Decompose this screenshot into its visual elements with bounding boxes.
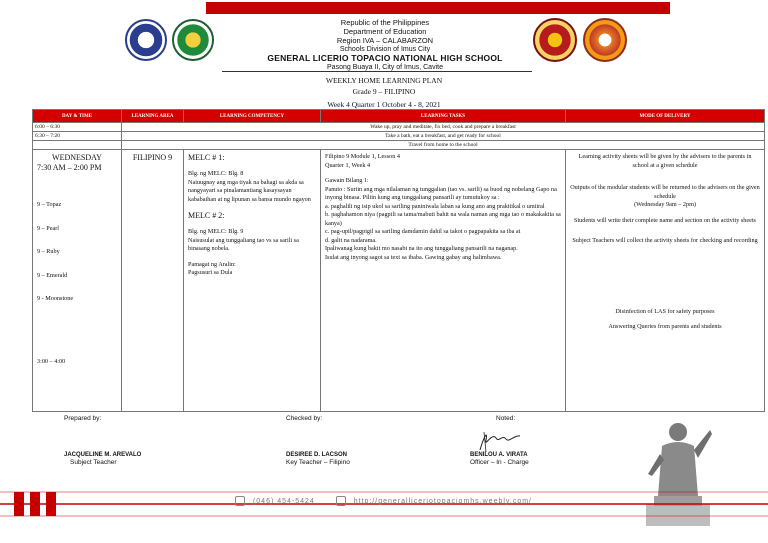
checked-role: Key Teacher – Filipino bbox=[286, 459, 350, 466]
task-option-d: d. galit na nadarama. bbox=[325, 236, 377, 244]
noted-role: Officer – In - Charge bbox=[470, 459, 529, 466]
delivery-item: Subject Teachers will collect the activity sheets for checking and recording bbox=[572, 237, 758, 244]
checked-name: DESIREE D. LACSON bbox=[286, 452, 348, 458]
delivery-item: Answering Queries from parents and students bbox=[608, 323, 722, 330]
melc2-text: Naisusulat ang tunggaliang tao vs sa sarili sa binasang nobela. bbox=[188, 236, 299, 252]
learning-plan-table bbox=[32, 109, 765, 412]
plan-grade: Grade 9 – FILIPINO bbox=[352, 87, 416, 96]
aralin-title: Pagsusuri sa Dula bbox=[188, 269, 233, 276]
table-row bbox=[33, 132, 765, 141]
school-name: GENERAL LICERIO TOPACIO NATIONAL HIGH SCHOOL bbox=[267, 53, 503, 63]
header-day-time: DAY & TIME bbox=[33, 110, 122, 123]
competency-cell bbox=[184, 150, 321, 412]
aralin-label: Pamagat ng Aralin: bbox=[188, 260, 236, 268]
task-module: Filipino 9 Module 1, Lesson 4 bbox=[325, 153, 400, 160]
noted-name: BENILOU A. VIRATA bbox=[470, 452, 528, 458]
task-panuto: Panuto : Suriin ang mga nilalaman ng tunggalian (tao vs. sarili) sa buod ng nobelang Gapo na inyong binasa. Piliin kung ang tunggaliang pansarili ay tumutukoy sa : bbox=[325, 185, 557, 201]
section-item: 9 – Ruby bbox=[37, 248, 60, 255]
division-seal-logo bbox=[583, 18, 627, 62]
republic-line: Republic of the Philippines bbox=[340, 18, 430, 27]
task-option-a: a. paghalili ng isip ukol sa sariling paniniwala laban sa kung ano ang prakitikal o umiiral bbox=[325, 202, 545, 210]
section-item: 9 - Moonstone bbox=[37, 295, 74, 302]
section-item: 9 – Topaz bbox=[37, 201, 62, 208]
task-quarter: Quarter 1, Week 4 bbox=[325, 161, 371, 169]
delivery-item: Outputs of the modular students will be returned to the advisers on the given schedule bbox=[570, 184, 760, 200]
signature-icon bbox=[474, 426, 524, 454]
routine-cell: Wake up, pray and meditate, fix bed, cook and prepare a breakfast bbox=[122, 123, 765, 132]
task-gawain: Gawain Bilang 1: bbox=[325, 177, 369, 184]
deped-seal-logo bbox=[125, 19, 167, 61]
section-item: 9 – Pearl bbox=[37, 224, 59, 232]
tasks-cell bbox=[321, 150, 566, 412]
table-row bbox=[33, 150, 765, 412]
plan-week: Week 4 Quarter 1 October 4 - 8, 2021 bbox=[327, 100, 441, 109]
letterhead bbox=[240, 18, 530, 72]
melc1-label: MELC # 1: bbox=[188, 153, 225, 162]
time-cell: 6:00 – 6:30 bbox=[33, 123, 122, 132]
melc1-text: Naiuugnay ang mga tiyak na bahagi sa akda sa nangyayari sa pinalamantiang kasaysayan kababaihan at ng lipunan sa bansa mundo ngayon bbox=[188, 178, 311, 203]
delivery-item: Disinfection of LAS for safety purposes bbox=[615, 307, 715, 315]
task-ipaliwanag: Ipaliwanag kung bakit mo nasabi na ito ang tunggaliang pansarili na naganap. bbox=[325, 245, 518, 252]
header-red-bar bbox=[206, 2, 670, 14]
prepared-role: Subject Teacher bbox=[70, 459, 117, 466]
task-isulat: Isulat ang inyong sagot sa text sa ibaba. Gawing gabay ang halimbawa. bbox=[325, 253, 502, 261]
plan-titles bbox=[0, 75, 768, 110]
contact-url[interactable]: http://generalliceriotopaciomhs.weebly.com/ bbox=[353, 497, 533, 505]
learning-area-cell: FILIPINO 9 bbox=[122, 150, 184, 412]
table-row bbox=[33, 141, 765, 150]
region-line: Region IVA – CALABARZON bbox=[336, 36, 434, 45]
checked-label: Checked by: bbox=[286, 415, 323, 422]
footer-red-blocks bbox=[0, 492, 62, 516]
prepared-by-block bbox=[64, 415, 141, 467]
web-icon bbox=[336, 496, 346, 506]
table-header-row bbox=[33, 110, 765, 123]
day-name: WEDNESDAY bbox=[52, 153, 102, 162]
school-seal-logo bbox=[533, 18, 577, 62]
prepared-label: Prepared by: bbox=[64, 415, 102, 422]
noted-label: Noted: bbox=[496, 415, 516, 422]
task-option-b: b. paghahamon niya (pagpili sa tama/mabuti bahit na wala naman ang mga tao o makakakita sa kanya) bbox=[325, 211, 561, 227]
header-mode-of-delivery: MODE OF DELIVERY bbox=[566, 110, 765, 123]
division-line: Schools Division of Imus City bbox=[339, 46, 431, 53]
contact-phone: (046) 454-5424 bbox=[252, 497, 315, 505]
prepared-name: JACQUELINE M. AREVALO bbox=[64, 452, 142, 458]
section-item: 9 – Emerald bbox=[37, 271, 68, 279]
contact-line bbox=[230, 496, 532, 506]
delivery-item: Learning activity sheets will be given by the advisers to the parents in school at a given schedule bbox=[578, 153, 752, 169]
day-time: 7:30 AM – 2:00 PM bbox=[37, 163, 102, 172]
school-address: Pasong Buaya II, City of Imus, Cavite bbox=[327, 64, 443, 71]
header-learning-competency: LEARNING COMPETENCY bbox=[184, 110, 321, 123]
region-seal-logo bbox=[172, 19, 214, 61]
table-row bbox=[33, 123, 765, 132]
header-learning-tasks: LEARNING TASKS bbox=[321, 110, 566, 123]
routine-cell: Travel from home to the school bbox=[122, 141, 765, 150]
melc2-label: MELC # 2: bbox=[188, 211, 225, 220]
checked-by-block bbox=[286, 415, 350, 467]
later-time: 3:00 – 4:00 bbox=[37, 357, 66, 365]
task-option-c: c. pag-upil/pagpigil sa sariling damdamin dahil sa takot o pagpapakita sa iba at bbox=[325, 228, 521, 235]
letterhead-divider bbox=[222, 71, 532, 72]
header-learning-area: LEARNING AREA bbox=[122, 110, 184, 123]
time-cell bbox=[33, 141, 122, 150]
time-cell: 6:30 – 7:20 bbox=[33, 132, 122, 141]
delivery-item: Students will write their complete name and section on the activity sheets bbox=[574, 216, 756, 224]
melc2-number: Blg. ng MELC: Blg. 9 bbox=[188, 228, 244, 235]
delivery-cell bbox=[566, 150, 765, 412]
department-line: Department of Education bbox=[343, 27, 427, 36]
day-time-cell bbox=[33, 150, 122, 412]
delivery-item: (Wednesday 9am – 2pm) bbox=[634, 201, 696, 208]
routine-cell: Take a bath, eat a breakfast, and get ready for school bbox=[122, 132, 765, 141]
melc1-number: Blg. ng MELC: Blg. 8 bbox=[188, 170, 244, 177]
phone-icon bbox=[235, 496, 245, 506]
plan-title: WEEKLY HOME LEARNING PLAN bbox=[325, 76, 443, 85]
